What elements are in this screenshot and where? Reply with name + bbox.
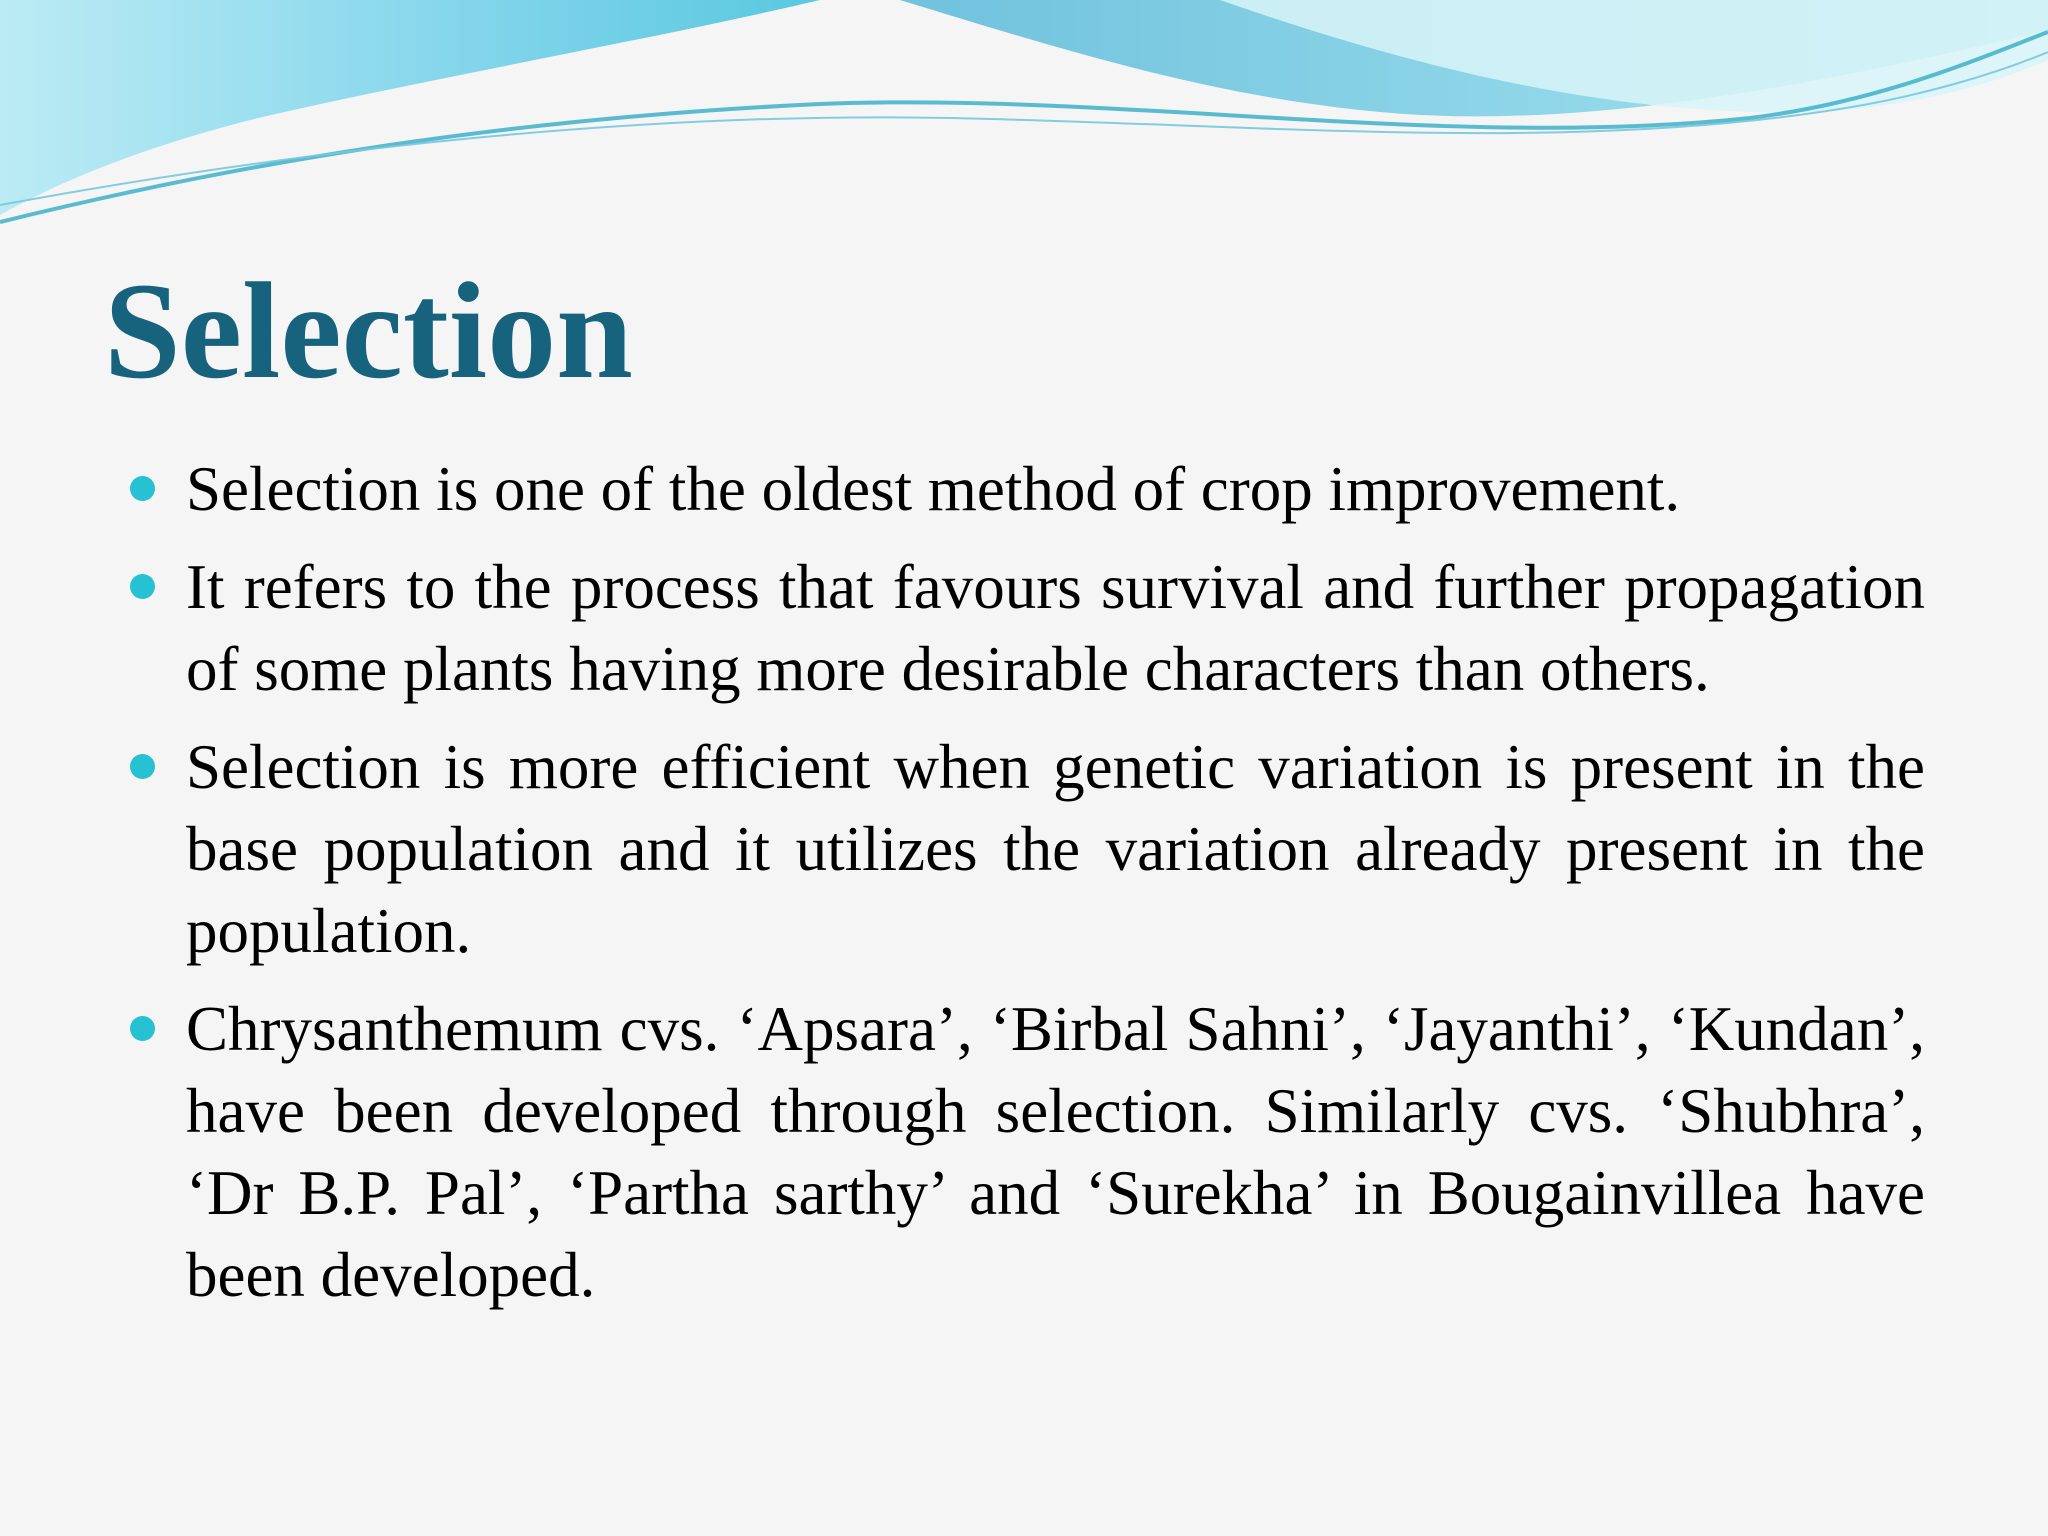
bullet-dot-icon [130,754,155,779]
bullet-list [130,448,1925,1332]
header-wave-decoration [0,0,2048,240]
bullet-text: Selection is more efficient when genetic variation is present in the base population and it utilizes the variation already present in the population. [186,732,1925,966]
bullet-text: Chrysanthemum cvs. ‘Apsara’, ‘Birbal Sahni’, ‘Jayanthi’, ‘Kundan’, have been developed through selection. Similarly cvs. ‘Shubhra’, ‘Dr B.P. Pal’, ‘Partha sarthy’ and ‘Surekha’ in Bougainvillea have been developed. [186,994,1925,1310]
bullet-item [130,988,1925,1316]
bullet-dot-icon [130,1016,155,1041]
slide-title: Selection [104,254,633,407]
bullet-item [130,448,1925,530]
bullet-dot-icon [130,574,155,599]
bullet-text: Selection is one of the oldest method of crop improvement. [186,454,1681,524]
bullet-item [130,546,1925,710]
bullet-item [130,726,1925,972]
bullet-text: It refers to the process that favours survival and further propagation of some plants having more desirable characters than others. [186,552,1925,704]
bullet-dot-icon [130,476,155,501]
